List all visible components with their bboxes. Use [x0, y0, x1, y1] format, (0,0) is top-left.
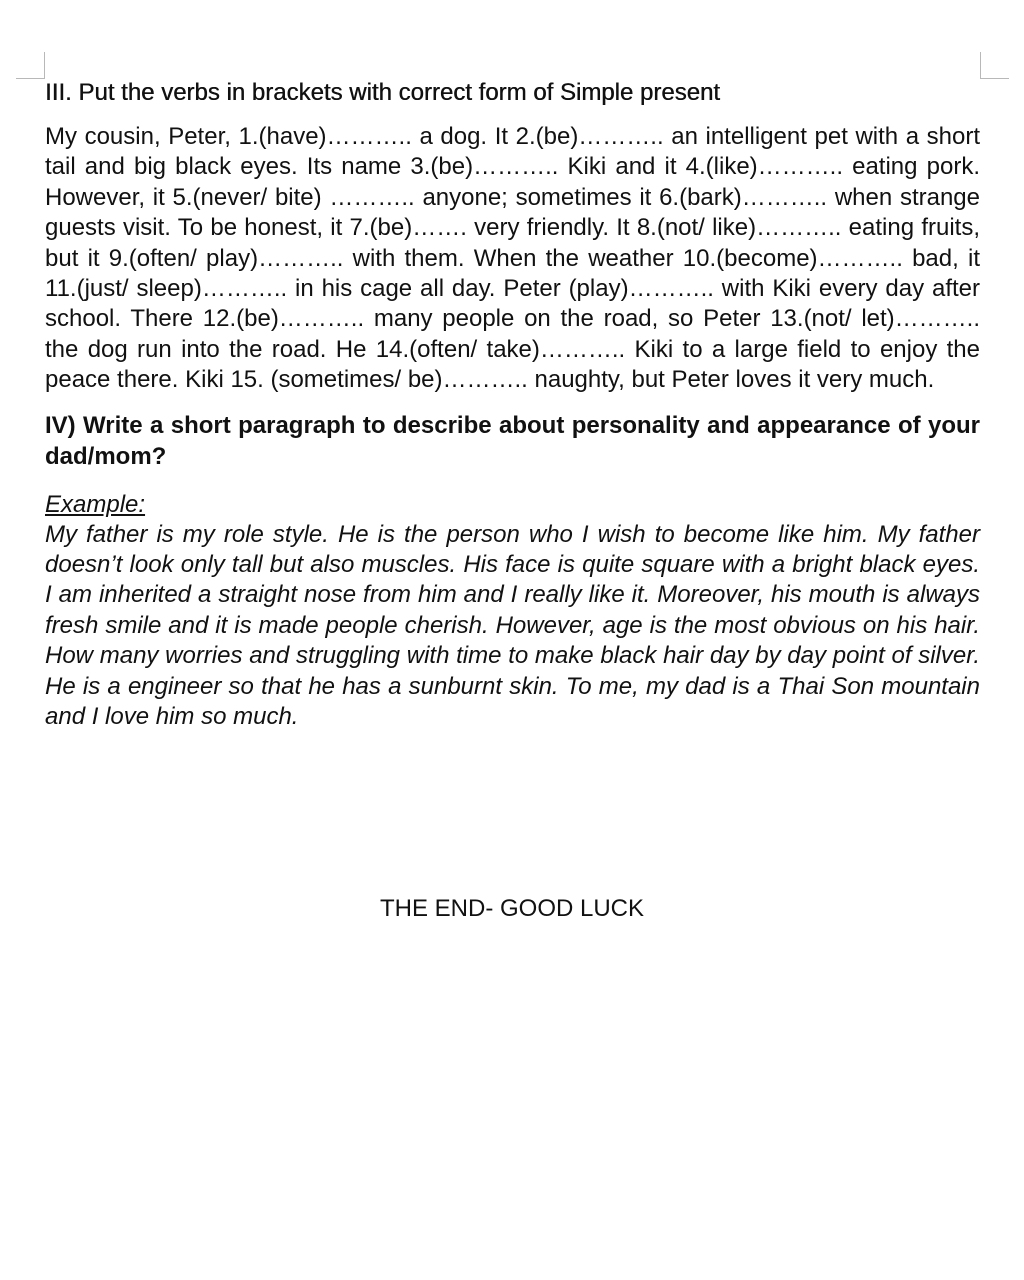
exercise-3-heading: III. Put the verbs in brackets with correct form of Simple present [45, 79, 720, 106]
example-label: Example: [45, 490, 146, 518]
example-paragraph: My father is my role style. He is the person who I wish to become like him. My father doesn’t look only tall but also muscles. His face is quite square with a bright black eyes. I am inherited a straight nose from him and I really like it. Moreover, his mouth is always fresh smile and it is made people cherish. However, age is the most obvious on his hair. How many worries and struggling with time to make black hair day by day point of silver. He is a engineer so that he has a sunburnt skin. To me, my dad is a Thai Son mountain and I love him so much. [45, 520, 980, 731]
closing-text: THE END- GOOD LUCK [379, 895, 645, 922]
page-corner-mark-top-left [16, 52, 45, 79]
page-corner-mark-top-right [980, 52, 1009, 79]
exercise-4-heading: IV) Write a short paragraph to describe about personality and appearance of your dad/mom? [45, 411, 980, 470]
exercise-3-paragraph: My cousin, Peter, 1.(have)……….. a dog. It 2.(be)……….. an intelligent pet with a short tail and big black eyes. Its name 3.(be)……….. Kiki and it 4.(like)……….. eating pork. However, it 5.(never/ bite) ……….. anyone; sometimes it 6.(bark)……….. when strange guests visit. To be honest, it 7.(be)……. very friendly. It 8.(not/ like)……….. eating fruits, but it 9.(often/ play)……….. with them. When the weather 10.(become)……….. bad, it 11.(just/ sleep)……….. in his cage all day. Peter (play)……….. with Kiki every day after school. There 12.(be)……….. many people on the road, so Peter 13.(not/ let)……….. the dog run into the road. He 14.(often/ take)……….. Kiki to a large field to enjoy the peace there. Kiki 15. (sometimes/ be)……….. naughty, but Peter loves it very much. [45, 123, 980, 394]
page-content [45, 78, 980, 733]
